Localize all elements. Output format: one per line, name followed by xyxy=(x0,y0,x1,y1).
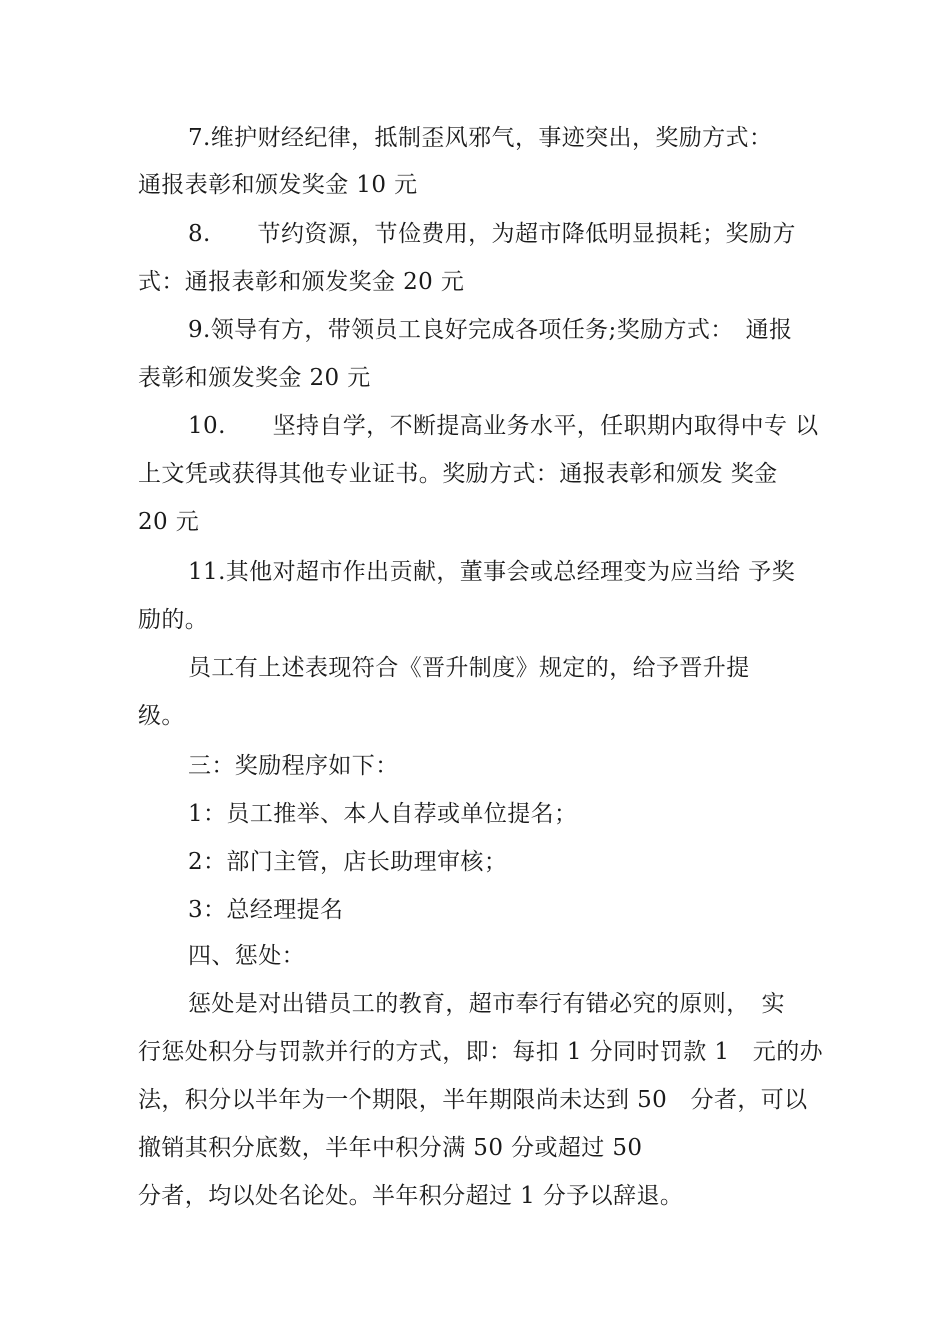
text-line: 10. 坚持自学，不断提高业务水平，任职期内取得中专 以 xyxy=(188,413,819,439)
text-line: 8. 节约资源，节俭费用，为超市降低明显损耗；奖励方 xyxy=(188,221,796,247)
text-line: 11.其他对超市作出贡献，董事会或总经理变为应当给 予奖 xyxy=(188,559,796,585)
text-line: 9.领导有方，带领员工良好完成各项任务;奖励方式： 通报 xyxy=(188,317,793,343)
text-line: 分者，均以处名论处。半年积分超过 1 分予以辞退。 xyxy=(138,1183,684,1209)
text-line: 1：员工推举、本人自荐或单位提名； xyxy=(188,801,578,827)
text-line: 上文凭或获得其他专业证书。奖励方式：通报表彰和颁发 奖金 xyxy=(138,461,778,487)
text-line: 20 元 xyxy=(138,509,200,535)
text-line: 四、惩处： xyxy=(188,943,305,969)
text-line: 撤销其积分底数，半年中积分满 50 分或超过 50 xyxy=(138,1135,643,1161)
text-line: 三：奖励程序如下： xyxy=(188,753,399,779)
text-line: 行惩处积分与罚款并行的方式，即：每扣 1 分同时罚款 1 元的办 xyxy=(138,1039,823,1065)
text-line: 励的。 xyxy=(138,607,209,633)
text-line: 惩处是对出错员工的教育，超市奉行有错必究的原则， 实 xyxy=(188,991,785,1017)
text-line: 7.维护财经纪律，抵制歪风邪气，事迹突出，奖励方式： xyxy=(188,125,773,151)
text-line: 式：通报表彰和颁发奖金 20 元 xyxy=(138,269,465,295)
text-line: 表彰和颁发奖金 20 元 xyxy=(138,365,371,391)
text-line: 法，积分以半年为一个期限，半年期限尚未达到 50 分者，可以 xyxy=(138,1087,808,1113)
text-line: 员工有上述表现符合《晋升制度》规定的，给予晋升提 xyxy=(188,655,750,681)
text-line: 2：部门主管，店长助理审核； xyxy=(188,849,508,875)
text-line: 3：总经理提名 xyxy=(188,897,344,923)
text-line: 级。 xyxy=(138,703,185,729)
text-line: 通报表彰和颁发奖金 10 元 xyxy=(138,172,418,198)
